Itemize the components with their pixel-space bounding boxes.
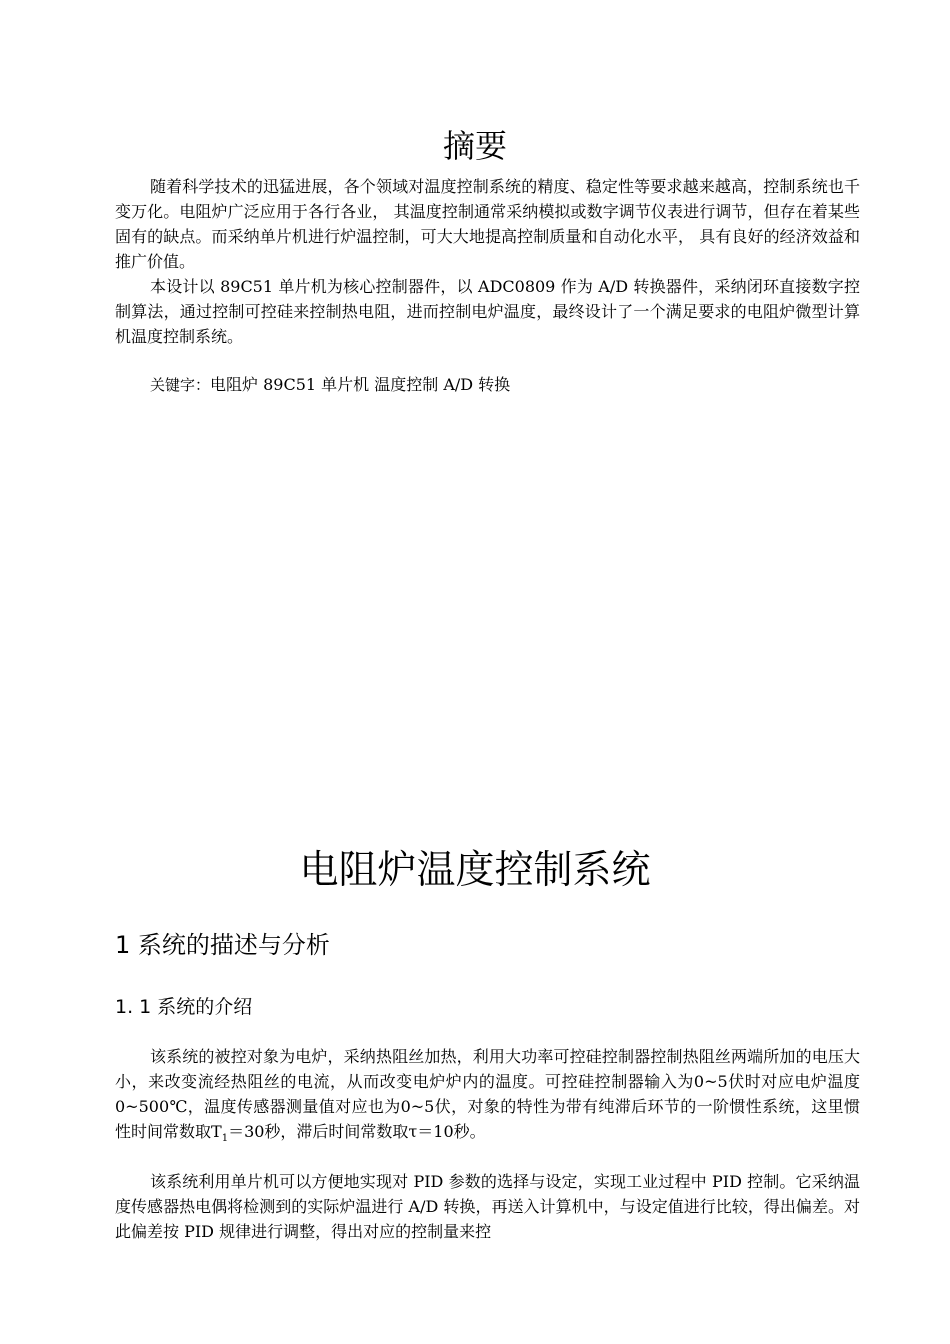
subscript-1: 1	[221, 1133, 229, 1145]
document-title: 电阻炉温度控制系统	[299, 848, 651, 893]
keywords-label: 关键字：	[150, 376, 211, 394]
body-paragraph-1-text-b: ＝30秒，滞后时间常数取τ＝10秒。	[228, 1122, 486, 1141]
keywords-line	[150, 372, 510, 398]
abstract-paragraph-1: 随着科学技术的迅猛进展，各个领域对温度控制系统的精度、稳定性等要求越来越高，控制系统也千变万化。电阻炉广泛应用于各行各业， 其温度控制通常采纳模拟或数字调节仪表进行调节，但存在着某些固有的缺点。而采纳单片机进行炉温控制，可大大地提高控制质量和自动化水平， 具有良好的经济效益和推广价值。	[115, 177, 860, 271]
body-paragraph-1-text-a: 该系统的被控对象为电炉，采纳热阻丝加热，利用大功率可控硅控制器控制热阻丝两端所加的电压大小，来改变流经热阻丝的电流，从而改变电炉炉内的温度。可控硅控制器输入为0~5伏时对应电炉温度0~500℃，温度传感器测量值对应也为0~5伏，对象的特性为带有纯滞后环节的一阶惯性系统，这里惯性时间常数取T	[115, 1047, 860, 1141]
section-1-1-heading: 1. 1 系统的介绍	[115, 996, 253, 1018]
keywords-text: 电阻炉 89C51 单片机 温度控制 A/D 转换	[210, 375, 511, 394]
abstract-paragraph-2: 本设计以 89C51 单片机为核心控制器件，以 ADC0809 作为 A/D 转换器件，采纳闭环直接数字控制算法，通过控制可控硅来控制热电阻，进而控制电炉温度，最终设计了一个满足要求的电阻炉微型计算机温度控制系统。	[115, 277, 860, 346]
abstract-title: 摘要	[442, 127, 507, 165]
body-paragraph-1	[115, 1044, 860, 1151]
body-paragraph-2: 该系统利用单片机可以方便地实现对 PID 参数的选择与设定，实现工业过程中 PID 控制。它采纳温度传感器热电偶将检测到的实际炉温进行 A/D 转换，再送入计算机中，与设定值进行比较，得出偏差。对此偏差按 PID 规律进行调整，得出对应的控制量来控	[115, 1172, 860, 1241]
section-1-heading: 1 系统的描述与分析	[115, 931, 330, 959]
